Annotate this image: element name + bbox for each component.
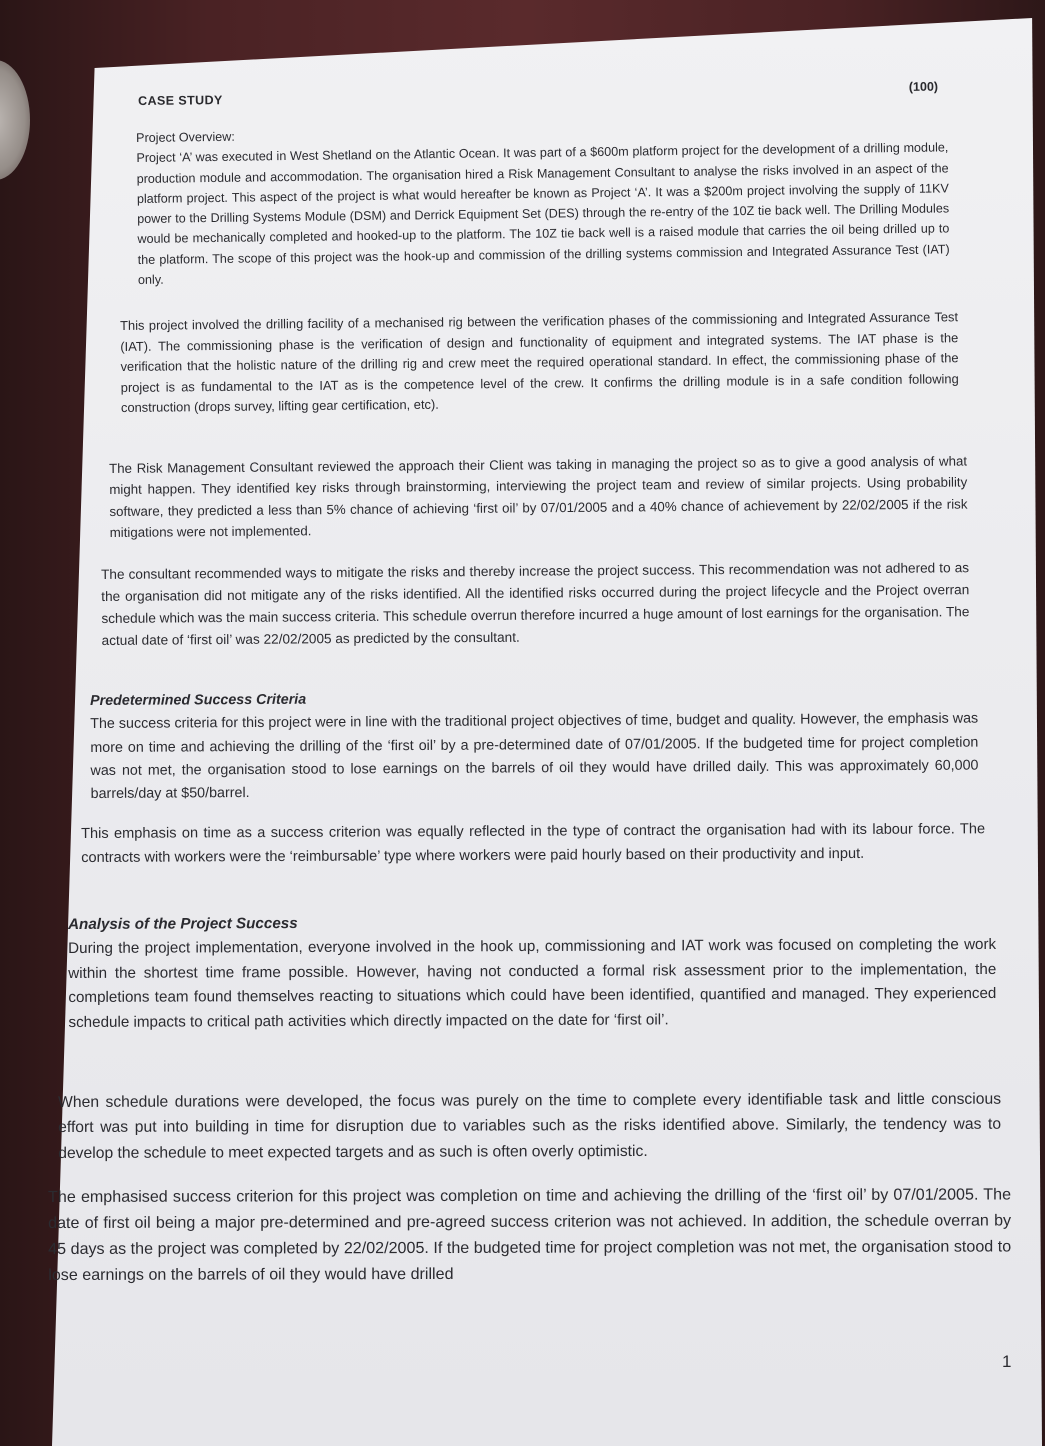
emphasised-criterion-text: The emphasised success criterion for this project was completion on time and achieving the drilling of the ‘first oil’ by 07/01/2005. The date of first oil being a major pre-determined and pre-agreed success criterion was not achieved. In addition, the schedule overran by 45 days as the project was completed by 22/02/2005. If the budgeted time for project completion was not met, the organisation stood to lose earnings on the barrels of oil they would have drilled	[48, 1185, 1012, 1284]
paragraph-schedule-durations	[58, 1087, 1001, 1166]
section-predetermined-success	[90, 685, 979, 807]
paragraph-labour-contracts	[81, 818, 985, 870]
consultant-recommendation-text: The consultant recommended ways to mitigate the risks and thereby increase the project success. This recommendation was not adhered to as the organisation did not mitigate any of the risks identified. All the identified risks occurred during the project lifecycle and the Project overran schedule which was the main success criteria. This schedule overrun therefore incurred a huge amount of lost earnings for the organisation. The actual date of ‘first oil’ was 22/02/2005 as predicted by the consultant.	[101, 560, 970, 648]
predetermined-success-heading: Predetermined Success Criteria	[90, 691, 307, 709]
overview-text: Project ‘A’ was executed in West Shetland on the Atlantic Ocean. It was part of a $600m platform project for the development of a drilling module, production module and accommodation. The organisation hired a Risk Management Consultant to analyse the risks involved in an aspect of the platform project. This aspect of the project is what would hereafter be known as Project ‘A’. It was a $200m project involving the supply of 11KV power to the Drilling Systems Module (DSM) and Derrick Equipment Set (DES) through the re-entry of the 10Z tie back well. The Drilling Modules would be mechanically completed and hooked-up to the platform. The 10Z tie back well is a raised module that carries the oil being drilled up to the platform. The scope of this project was the hook-up and commission of the drilling systems commission and Integrated Assurance Test (IAT) only.	[136, 140, 950, 288]
analysis-heading: Analysis of the Project Success	[68, 914, 298, 933]
drilling-facility-text: This project involved the drilling facility of a mechanised rig between the verification phases of the commissioning and Integrated Assurance Test (IAT). The commissioning phase is the verification of design and functionality of equipment and integrated systems. The IAT phase is the verification that the holistic nature of the drilling rig and crew meet the required operational standard. In effect, the commissioning phase of the project is as fundamental to the IAT as is the competence level of the crew. It confirms the drilling module is in a safe condition following construction (drops survey, lifting gear certification, etc).	[120, 309, 959, 416]
paragraph-consultant-recommendation	[101, 557, 970, 652]
page-number: 1	[1002, 1352, 1012, 1371]
paragraph-drilling-facility	[120, 307, 959, 419]
header-row	[138, 80, 938, 112]
overview-label: Project Overview:	[136, 129, 235, 145]
total-marks: (100)	[908, 79, 939, 94]
case-study-title: CASE STUDY	[138, 93, 223, 108]
section-analysis-project-success	[68, 909, 997, 1035]
labour-contracts-text: This emphasis on time as a success criterion was equally reflected in the type of contract the organisation had with its labour force. The contracts with workers were the ‘reimbursable’ type where workers were paid hourly based on their productivity and input.	[81, 821, 986, 866]
paragraph-emphasised-criterion	[48, 1181, 1011, 1288]
paragraph-project-overview	[136, 117, 950, 290]
schedule-durations-text: When schedule durations were developed, the focus was purely on the time to complete every identifiable task and little conscious effort was put into building in time for disruption due to variables such as the risks identified above. Similarly, the tendency was to develop the schedule to meet expected targets and as such is often overly optimistic.	[58, 1090, 1002, 1162]
paragraph-risk-consultant	[109, 451, 968, 544]
analysis-text: During the project implementation, everyone involved in the hook up, commissioning and IAT work was focused on completing the work within the shortest time frame possible. However, having not conducted a formal risk assessment prior to the implementation, the completions team found themselves reacting to situations which could have been identified, quantified and managed. They experienced schedule impacts to critical path activities which directly impacted on the date for ‘first oil’.	[68, 936, 997, 1031]
risk-consultant-text: The Risk Management Consultant reviewed the approach their Client was taking in managing the project so as to give a good analysis of what might happen. They identified key risks through brainstorming, interviewing the project team and review of similar projects. Using probability software, they predicted a less than 5% chance of achieving ‘first oil’ by 07/01/2005 and a 40% chance of achievement by 22/02/2005 if the risk mitigations were not implemented.	[109, 453, 968, 541]
predetermined-success-text: The success criteria for this project were in line with the traditional project objectives of time, budget and quality. However, the emphasis was more on time and achieving the drilling of the ‘first oil’ by a pre-determined date of 07/01/2005. If the budgeted time for project completion was not met, the organisation stood to lose earnings on the barrels of oil they would have drilled daily. This was approximately 60,000 barrels/day at $50/barrel.	[90, 710, 979, 803]
